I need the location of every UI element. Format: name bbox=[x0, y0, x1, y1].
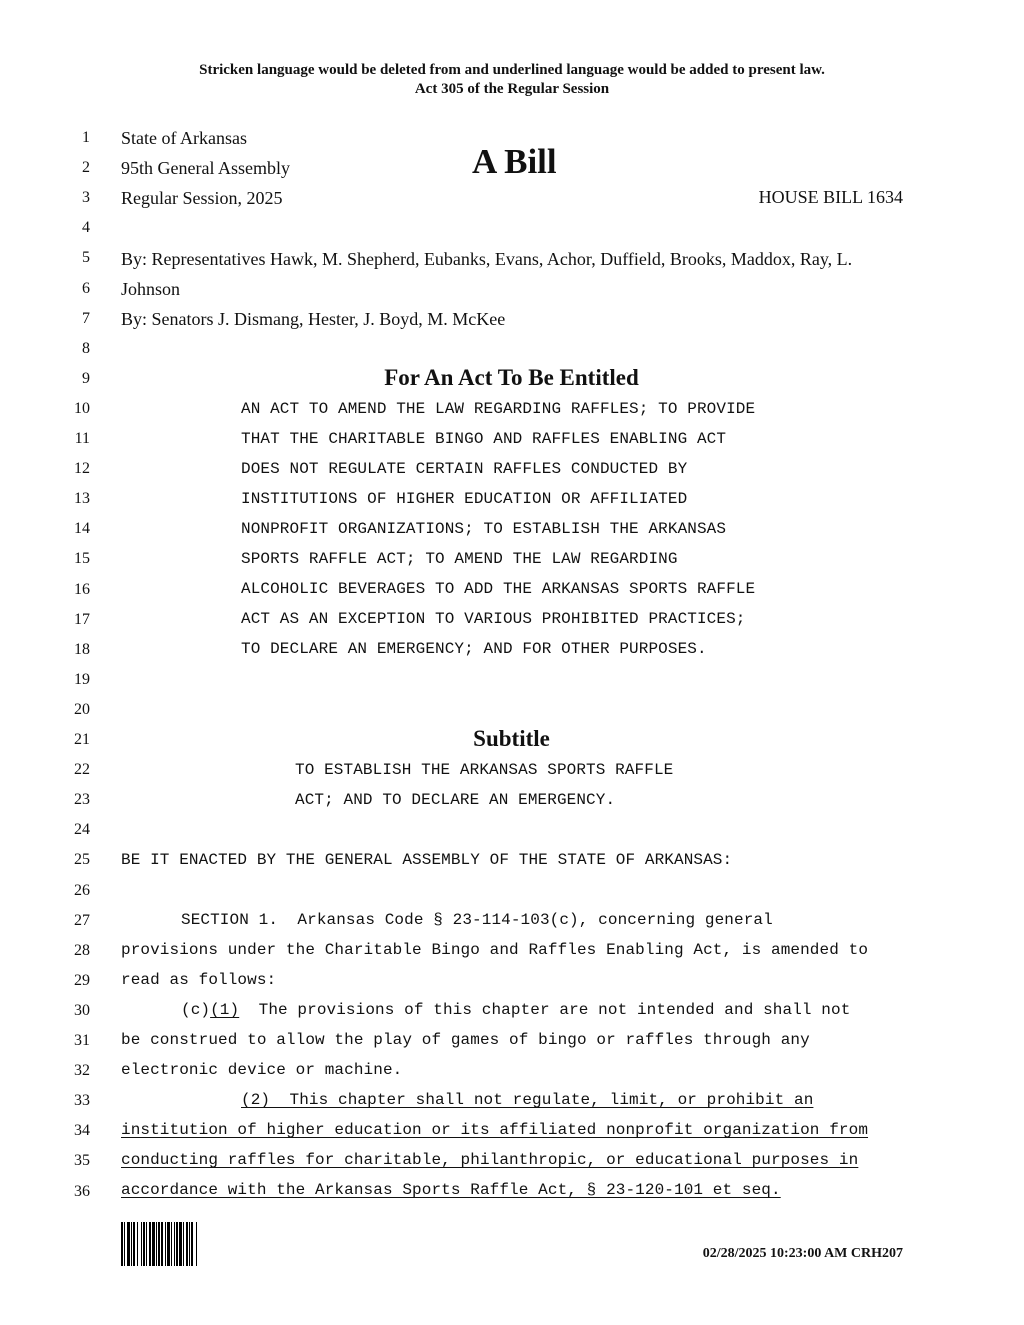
added-text: (2) This chapter shall not regulate, limit, or prohibit an bbox=[241, 1091, 814, 1109]
section-1-line-2: provisions under the Charitable Bingo and Raffles Enabling Act, is amended to bbox=[121, 941, 869, 959]
line-number: 19 bbox=[74, 670, 90, 688]
line-number: 8 bbox=[82, 339, 90, 357]
subsection-c-line-3: electronic device or machine. bbox=[121, 1061, 403, 1079]
barcode-icon bbox=[121, 1222, 249, 1266]
line-number: 16 bbox=[74, 580, 90, 598]
general-assembly: 95th General Assembly bbox=[121, 158, 290, 178]
line-number: 30 bbox=[74, 1001, 90, 1019]
line-number: 33 bbox=[74, 1092, 90, 1110]
subsection-c-line-1 bbox=[181, 1001, 850, 1019]
subtitle-line: ACT; AND TO DECLARE AN EMERGENCY. bbox=[295, 791, 616, 809]
line-number: 11 bbox=[74, 430, 90, 447]
line-number: 36 bbox=[74, 1182, 90, 1200]
sponsors-line-2: Johnson bbox=[121, 279, 181, 299]
added-paragraph-line-2 bbox=[121, 1121, 868, 1139]
line-number: 34 bbox=[74, 1122, 90, 1140]
line-number: 13 bbox=[74, 490, 90, 508]
session: Regular Session, 2025 bbox=[121, 188, 283, 208]
line-number: 17 bbox=[74, 610, 90, 628]
entitled-line: THAT THE CHARITABLE BINGO AND RAFFLES ENABLING ACT bbox=[241, 430, 727, 448]
line-number: 20 bbox=[74, 700, 90, 718]
line-number: 1 bbox=[82, 129, 90, 146]
line-number: 28 bbox=[74, 941, 90, 959]
added-paragraph-line-4 bbox=[121, 1181, 781, 1199]
section-1-line-1: SECTION 1. Arkansas Code § 23-114-103(c), concerning general bbox=[181, 911, 773, 929]
line-number: 26 bbox=[74, 881, 90, 899]
added-text: accordance with the Arkansas Sports Raffle Act, § 23-120-101 et seq. bbox=[121, 1181, 781, 1199]
line-number: 2 bbox=[82, 159, 90, 177]
entitled-heading: For An Act To Be Entitled bbox=[384, 365, 639, 390]
subsection-c-line-2: be construed to allow the play of games of bingo or raffles through any bbox=[121, 1031, 810, 1049]
state-name: State of Arkansas bbox=[121, 128, 247, 148]
subtitle-heading: Subtitle bbox=[473, 726, 550, 751]
senate-sponsors: By: Senators J. Dismang, Hester, J. Boyd, M. McKee bbox=[121, 309, 506, 329]
line-number: 12 bbox=[74, 460, 90, 478]
added-text: institution of higher education or its affiliated nonprofit organization from bbox=[121, 1121, 869, 1139]
timestamp-stamp: 02/28/2025 10:23:00 AM CRH207 bbox=[702, 1246, 903, 1261]
added-paragraph-number: (1) bbox=[210, 1001, 240, 1019]
line-number: 9 bbox=[82, 369, 90, 387]
line-number: 21 bbox=[74, 731, 90, 748]
entitled-line: INSTITUTIONS OF HIGHER EDUCATION OR AFFILIATED bbox=[241, 490, 688, 508]
line-number: 14 bbox=[74, 520, 90, 538]
entitled-line: NONPROFIT ORGANIZATIONS; TO ESTABLISH THE ARKANSAS bbox=[241, 520, 727, 538]
subsection-c-text: The provisions of this chapter are not intended and shall not bbox=[239, 1001, 851, 1019]
entitled-line: ACT AS AN EXCEPTION TO VARIOUS PROHIBITED PRACTICES; bbox=[241, 610, 746, 628]
line-number: 5 bbox=[82, 249, 90, 267]
line-number: 32 bbox=[74, 1062, 90, 1080]
line-number: 22 bbox=[74, 761, 90, 779]
added-text: conducting raffles for charitable, philanthropic, or educational purposes in bbox=[121, 1151, 859, 1169]
line-number: 29 bbox=[74, 971, 90, 989]
line-number: 23 bbox=[74, 791, 90, 809]
act-number: Act 305 of the Regular Session bbox=[414, 81, 610, 97]
line-number: 3 bbox=[82, 189, 90, 207]
line-number: 18 bbox=[74, 640, 90, 658]
entitled-line: SPORTS RAFFLE ACT; TO AMEND THE LAW REGARDING bbox=[241, 550, 678, 568]
line-number: 6 bbox=[82, 279, 90, 297]
line-number: 35 bbox=[74, 1152, 90, 1170]
line-number: 24 bbox=[74, 821, 90, 839]
enacting-clause: BE IT ENACTED BY THE GENERAL ASSEMBLY OF THE STATE OF ARKANSAS: bbox=[121, 851, 733, 869]
line-number: 27 bbox=[74, 911, 90, 929]
entitled-line: TO DECLARE AN EMERGENCY; AND FOR OTHER PURPOSES. bbox=[241, 640, 707, 658]
added-paragraph-line-1 bbox=[241, 1091, 813, 1109]
added-paragraph-line-3 bbox=[121, 1151, 858, 1169]
section-1-line-3: read as follows: bbox=[121, 971, 277, 989]
line-number: 15 bbox=[74, 550, 90, 568]
strike-underline-notice: Stricken language would be deleted from and underlined language would be added to present law. bbox=[199, 62, 825, 78]
subtitle-line: TO ESTABLISH THE ARKANSAS SPORTS RAFFLE bbox=[295, 761, 674, 779]
line-number: 7 bbox=[82, 309, 90, 327]
bill-number: HOUSE BILL 1634 bbox=[758, 187, 903, 207]
entitled-line: ALCOHOLIC BEVERAGES TO ADD THE ARKANSAS SPORTS RAFFLE bbox=[241, 580, 756, 598]
line-number: 25 bbox=[74, 851, 90, 869]
line-number: 10 bbox=[74, 399, 90, 417]
sponsors-line-1: By: Representatives Hawk, M. Shepherd, Eubanks, Evans, Achor, Duffield, Brooks, Maddox, Ray, L. bbox=[121, 249, 853, 269]
line-number: 4 bbox=[82, 219, 90, 237]
entitled-line: DOES NOT REGULATE CERTAIN RAFFLES CONDUCTED BY bbox=[241, 460, 688, 478]
subsection-c-label: (c) bbox=[181, 1001, 211, 1019]
line-number: 31 bbox=[74, 1032, 90, 1049]
entitled-line: AN ACT TO AMEND THE LAW REGARDING RAFFLES; TO PROVIDE bbox=[241, 400, 756, 418]
bill-title: A Bill bbox=[472, 142, 557, 181]
